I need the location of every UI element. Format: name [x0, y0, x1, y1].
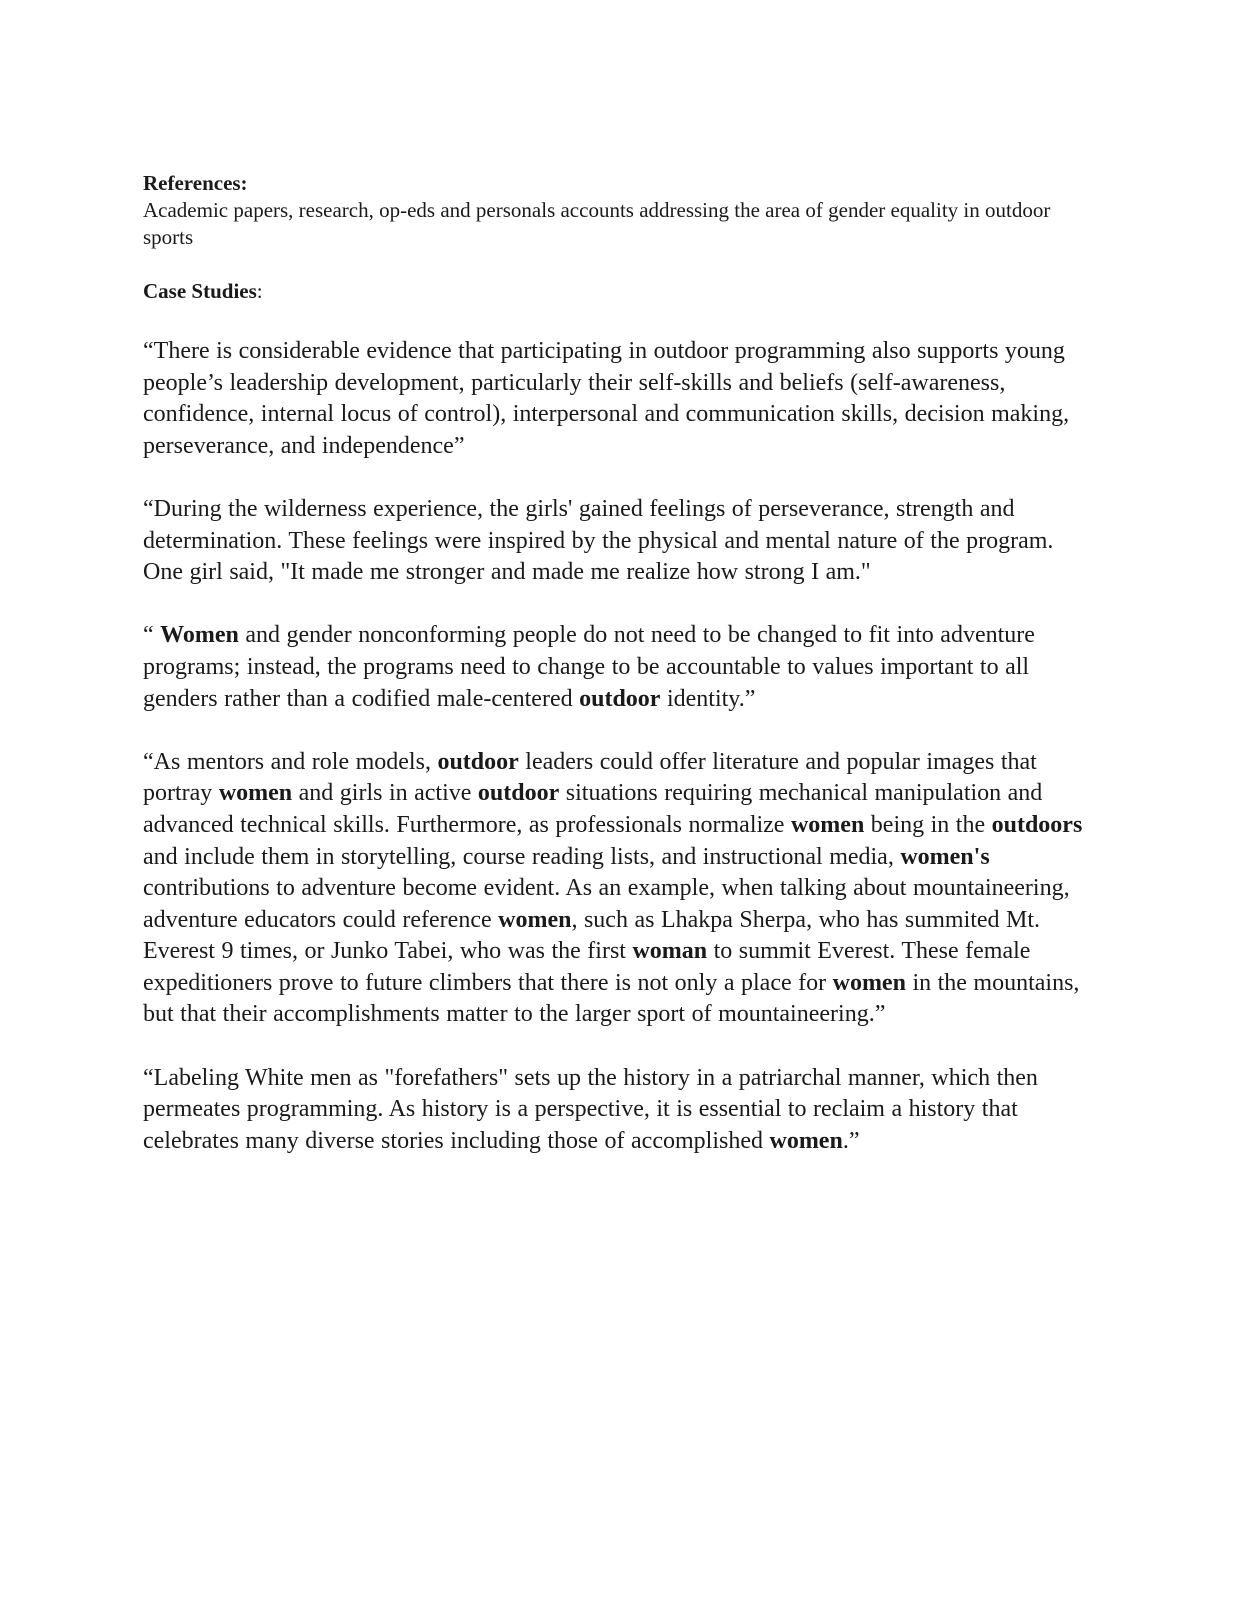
quote-text: to summit Everest. These female expeditioners prove to future climbers that there is not only a place for: [143, 938, 1031, 996]
case-studies-colon: :: [256, 279, 263, 303]
quote-text: and gender nonconforming people do not need to be changed to fit into adventure programs; instead, the programs need to change to be accountable to values important to all genders rather than a codified male-centered: [143, 622, 1035, 712]
case-study-quotes: [143, 336, 1083, 1157]
emphasized-term: women's: [900, 843, 990, 870]
emphasized-term: women: [769, 1127, 843, 1154]
case-study-quote: [143, 1063, 1083, 1158]
emphasized-term: Women: [160, 622, 239, 649]
case-study-quote: [143, 494, 1083, 589]
quote-text: “During the wilderness experience, the girls' gained feelings of perseverance, strength and determination. These feelings were inspired by the physical and mental nature of the program. One girl said, "It made me stronger and made me realize how strong I am.": [143, 495, 1054, 586]
references-description: Academic papers, research, op-eds and personals accounts addressing the area of gender equality in outdoor sports: [143, 198, 1051, 249]
emphasized-term: women: [832, 969, 906, 996]
emphasized-term: women: [218, 780, 293, 807]
emphasized-term: outdoor: [579, 685, 661, 712]
quote-text: and include them in storytelling, course reading lists, and instructional media,: [143, 843, 901, 870]
emphasized-term: women: [790, 811, 865, 838]
quote-text: contributions to adventure become evident. As an example, when talking about mountaineering, adventure educators could reference: [143, 875, 1070, 933]
quote-text: “: [143, 622, 161, 649]
quote-text: .”: [842, 1127, 860, 1154]
quote-text: situations requiring mechanical manipulation and advanced technical skills. Furthermore, as professionals normalize: [143, 780, 1043, 838]
quote-text: , such as Lhakpa Sherpa, who has summited Mt. Everest 9 times, or Junko Tabei, who was the first: [143, 906, 1041, 965]
quote-text: “Labeling White men as "forefathers" sets up the history in a patriarchal manner, which then permeates programming. As history is a perspective, it is essential to reclaim a history that celebrates many diverse stories including those of accomplished: [143, 1064, 1038, 1154]
quote-text: being in the: [864, 811, 992, 838]
emphasized-term: outdoors: [991, 811, 1083, 838]
quote-text: and girls in active: [292, 780, 478, 807]
case-studies-label: Case Studies: [143, 279, 257, 303]
case-study-quote: [143, 336, 1083, 462]
case-studies-heading: [143, 278, 1083, 305]
quote-text: “As mentors and role models,: [143, 748, 438, 775]
case-study-quote: [143, 620, 1083, 715]
quote-text: leaders could offer literature and popular images that portray: [143, 748, 1037, 807]
document-page: [143, 170, 1083, 1157]
emphasized-term: outdoor: [477, 780, 560, 807]
emphasized-term: woman: [632, 938, 708, 965]
emphasized-term: women: [498, 906, 572, 933]
quote-text: identity.”: [660, 685, 756, 712]
quote-text: in the mountains, but that their accomplishments matter to the larger sport of mountaineering.”: [143, 969, 1080, 1028]
emphasized-term: outdoor: [437, 748, 519, 775]
references-heading: References:: [143, 171, 248, 195]
case-study-quote: [143, 747, 1083, 1031]
quote-text: “There is considerable evidence that participating in outdoor programming also supports young people’s leadership development, particularly their self-skills and beliefs (self-awareness, confidence, internal locus of control), interpersonal and communication skills, decision making, perseverance, and independence”: [143, 338, 1070, 459]
